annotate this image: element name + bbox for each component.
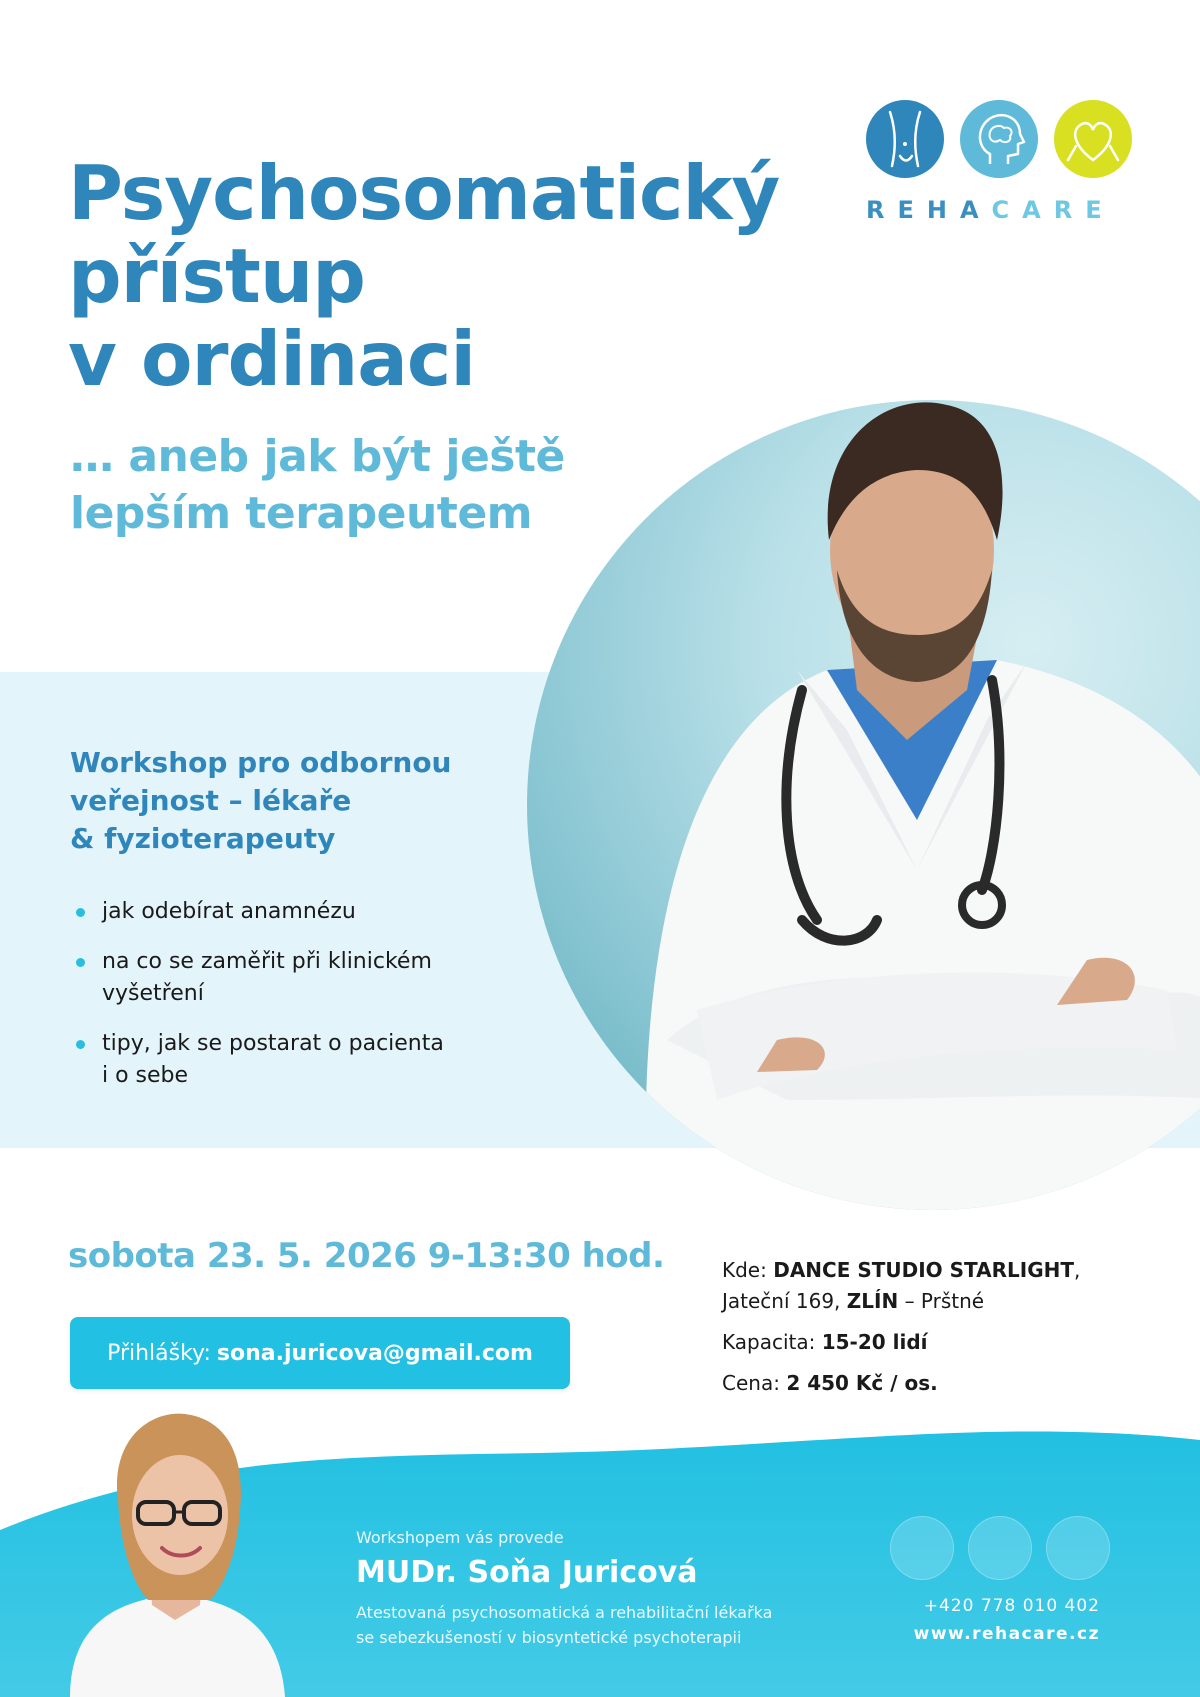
list-item-line: tipy, jak se postarat o pacienta <box>102 1031 444 1056</box>
registration-email-link[interactable]: sona.juricova@gmail.com <box>216 1340 533 1366</box>
presenter-photo <box>40 1410 310 1697</box>
price-value: 2 450 Kč / os. <box>786 1371 938 1395</box>
address-rest: – Prštné <box>898 1289 985 1313</box>
list-item <box>76 896 516 928</box>
hands-heart-icon <box>1046 1516 1110 1580</box>
workshop-heading-line-3: & fyzioterapeuty <box>70 822 336 855</box>
torso-icon <box>890 1516 954 1580</box>
presenter-intro: Workshopem vás provede <box>356 1528 564 1547</box>
logo-text-care: CARE <box>991 196 1115 224</box>
topic-list <box>76 896 516 1110</box>
presenter-desc-line-1: Atestovaná psychosomatická a rehabilitační lékařka <box>356 1603 773 1622</box>
hands-heart-icon <box>1054 100 1132 178</box>
price-label: Cena: <box>722 1371 780 1395</box>
venue-name: DANCE STUDIO STARLIGHT <box>773 1258 1074 1282</box>
title-line-3: v ordinaci <box>68 315 476 403</box>
subtitle-line-2: lepším terapeutem <box>70 488 533 539</box>
head-brain-icon <box>968 1516 1032 1580</box>
title-line-2: přístup <box>68 232 365 320</box>
subtitle-line-1: … aneb jak být ještě <box>70 431 565 482</box>
list-item <box>76 1028 516 1092</box>
title-line-1: Psychosomatický <box>68 149 780 237</box>
contact-website-link[interactable]: www.rehacare.cz <box>913 1624 1100 1644</box>
workshop-heading-line-1: Workshop pro odbornou <box>70 746 452 779</box>
address-city: ZLÍN <box>846 1289 899 1313</box>
registration-label: Přihlášky: <box>107 1340 211 1366</box>
presenter-name: MUDr. Soňa Juricová <box>356 1555 698 1590</box>
rehacare-logo <box>866 100 1130 224</box>
head-brain-icon <box>960 100 1038 178</box>
footer-logo-icons <box>890 1516 1110 1580</box>
contact-phone[interactable]: +420 778 010 402 <box>923 1596 1100 1616</box>
price-info <box>722 1368 1142 1399</box>
venue-info <box>722 1255 1142 1317</box>
event-date: sobota 23. 5. 2026 9-13:30 hod. <box>68 1236 665 1276</box>
logo-text-reha: REHA <box>866 196 992 224</box>
capacity-label: Kapacita: <box>722 1330 816 1354</box>
workshop-heading-line-2: veřejnost – lékaře <box>70 784 352 817</box>
torso-icon <box>866 100 944 178</box>
presenter-description <box>356 1600 816 1650</box>
list-item-line: vyšetření <box>102 981 204 1006</box>
logo-wordmark <box>866 196 1130 224</box>
registration-button[interactable] <box>70 1317 570 1389</box>
venue-comma: , <box>1074 1258 1081 1282</box>
capacity-value: 15-20 lidí <box>821 1330 928 1354</box>
presenter-desc-line-2: se sebezkušeností v biosyntetické psychoterapii <box>356 1628 742 1647</box>
list-item-line: i o sebe <box>102 1063 189 1088</box>
workshop-heading <box>70 744 510 858</box>
list-item <box>76 946 516 1010</box>
list-item-line: jak odebírat anamnézu <box>102 899 356 924</box>
logo-icons <box>866 100 1130 178</box>
main-title <box>68 149 780 403</box>
list-item-line: na co se zaměřit při klinickém <box>102 949 432 974</box>
event-info <box>722 1255 1142 1409</box>
address-street: Jateční 169, <box>722 1289 847 1313</box>
where-label: Kde: <box>722 1258 767 1282</box>
subtitle <box>70 428 565 542</box>
capacity-info <box>722 1327 1142 1358</box>
